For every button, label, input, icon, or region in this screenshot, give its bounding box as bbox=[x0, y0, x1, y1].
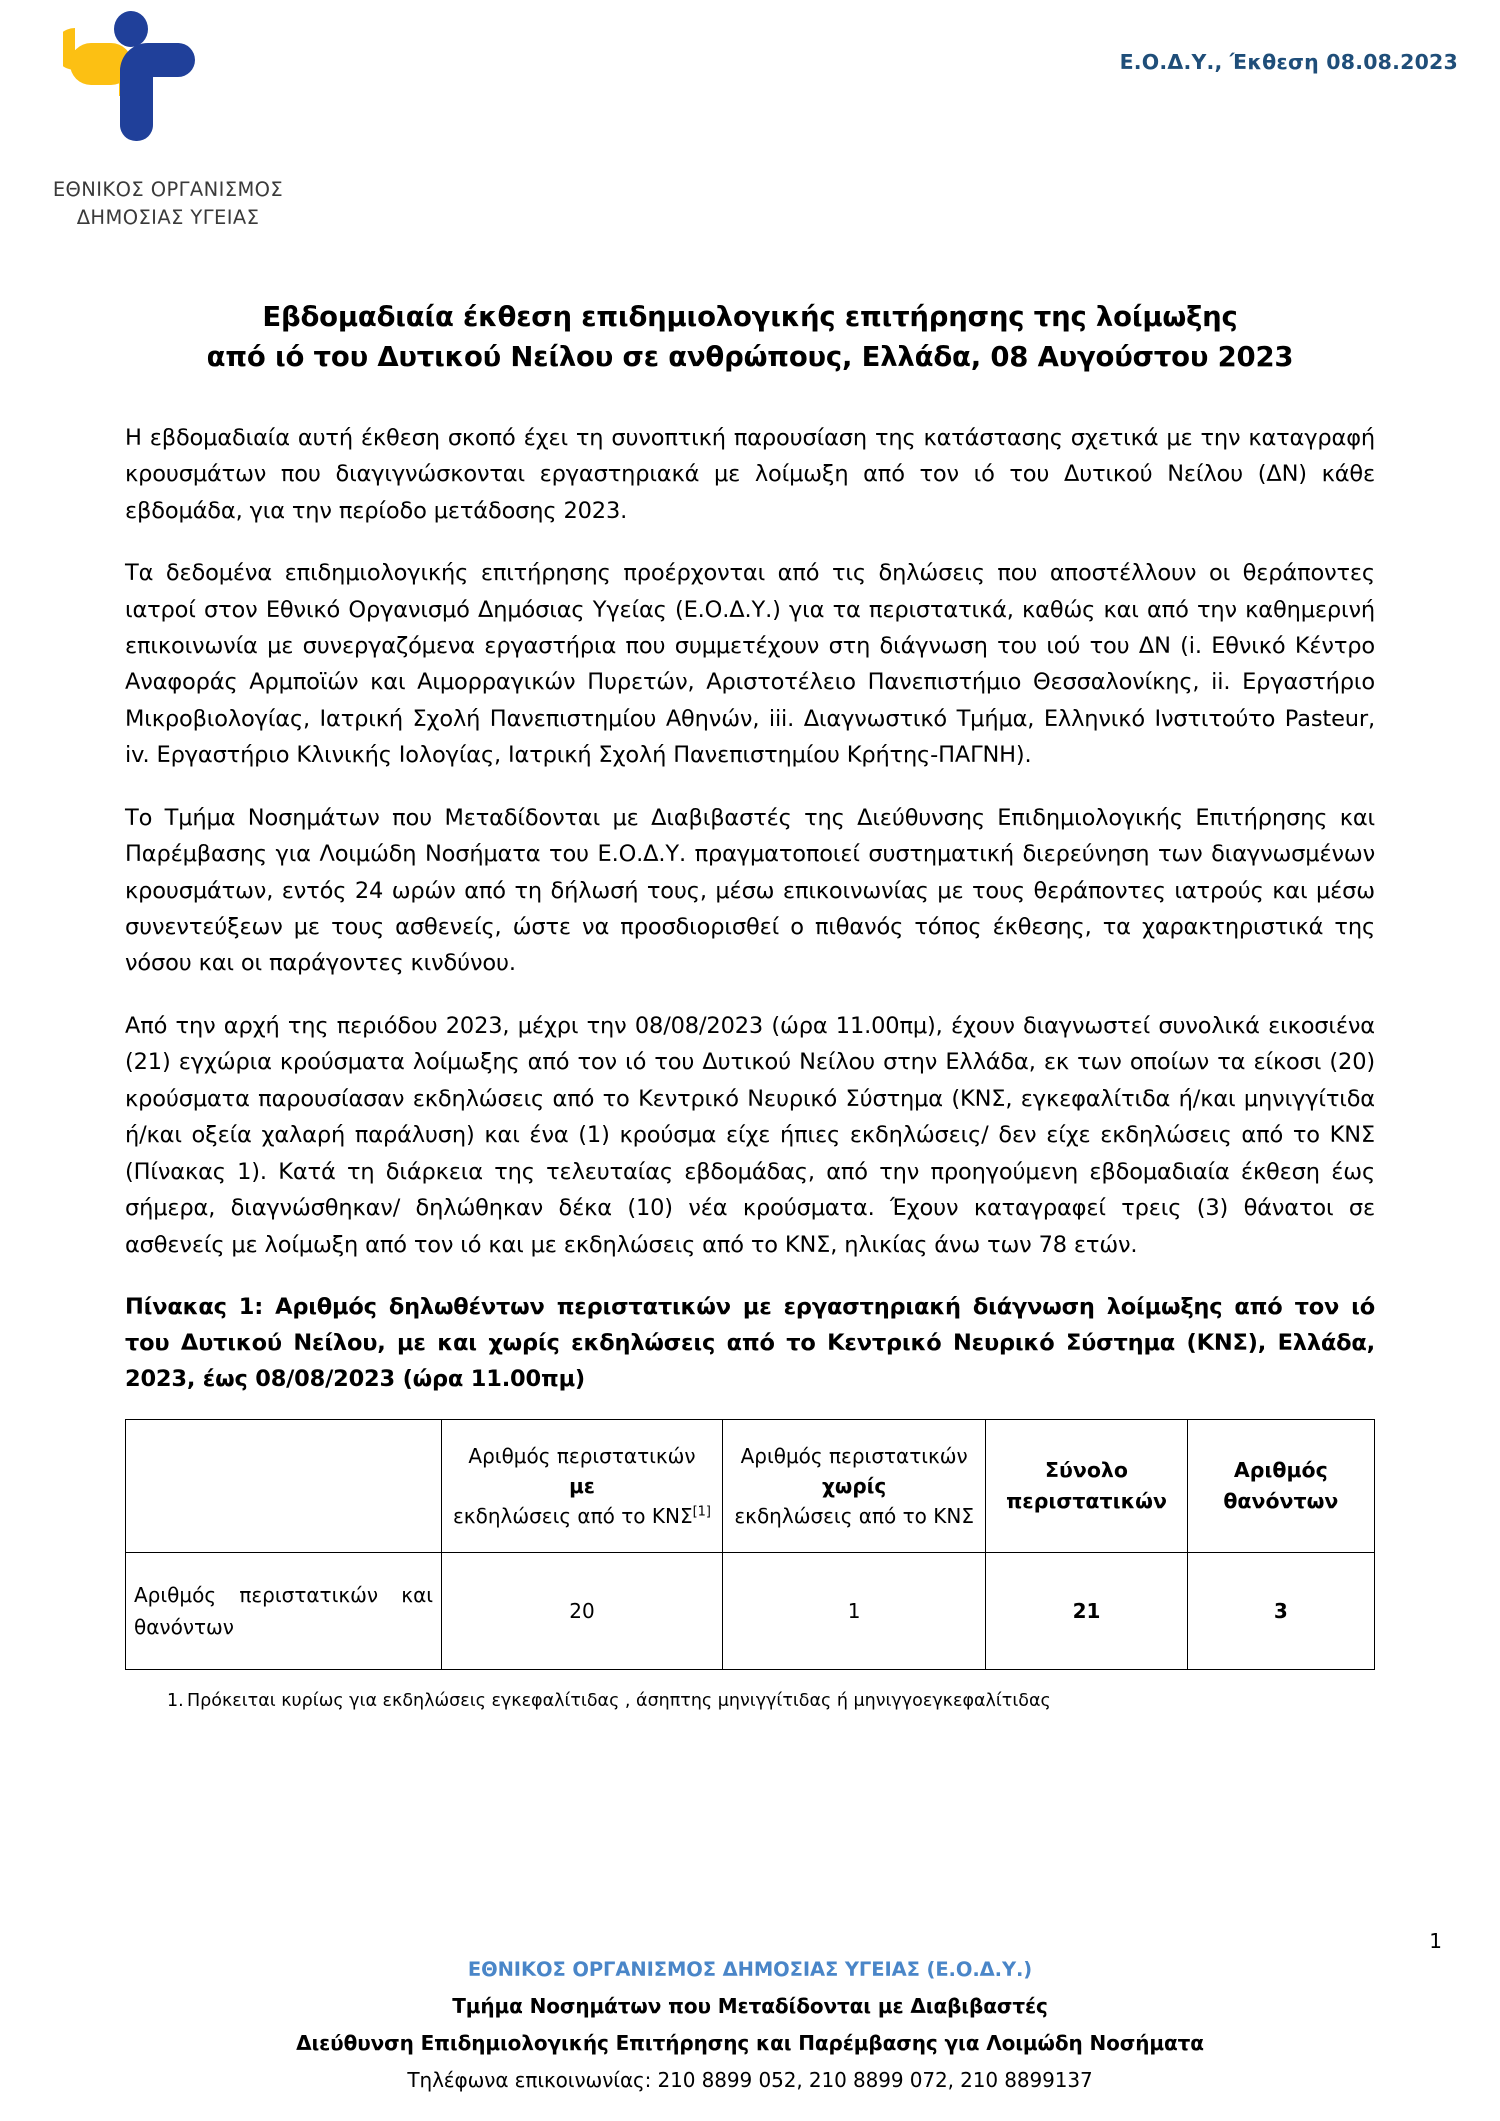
header-without-cns-line3: εκδηλώσεις από το ΚΝΣ bbox=[734, 1503, 974, 1528]
table-corner-cell bbox=[126, 1419, 442, 1552]
page-title-line1: Εβδομαδιαία έκθεση επιδημιολογικής επιτήρησης της λοίμωξης bbox=[262, 301, 1238, 333]
header-with-cns-line3-text: εκδηλώσεις από το ΚΝΣ bbox=[452, 1503, 693, 1528]
page-title bbox=[185, 260, 1315, 378]
header-with-cns-line2: με bbox=[569, 1473, 595, 1498]
report-reference: Ε.Ο.Δ.Υ., Έκθεση 08.08.2023 bbox=[1119, 50, 1458, 74]
header-with-cns-line1: Αριθμός περιστατικών bbox=[468, 1443, 696, 1468]
cell-total-value: 21 bbox=[986, 1552, 1187, 1669]
table-footnote bbox=[125, 1688, 1375, 1714]
table-caption: Πίνακας 1: Αριθμός δηλωθέντων περιστατικών με εργαστηριακή διάγνωση λοίμωξης από τον ιό του Δυτικού Νείλου, με και χωρίς εκδηλώσεις από το Κεντρικό Νευρικό Σύστημα (ΚΝΣ), Ελλάδα, 2023, έως 08/08/2023 (ώρα 11.00πμ) bbox=[125, 1293, 1375, 1392]
organization-name-line1: ΕΘΝΙΚΟΣ ΟΡΓΑΝΙΣΜΟΣ bbox=[52, 178, 284, 201]
table-header-total bbox=[986, 1419, 1187, 1552]
table-header-row bbox=[126, 1419, 1375, 1552]
header-deaths-line1: Αριθμός bbox=[1233, 1458, 1328, 1483]
cell-without-cns-value: 1 bbox=[722, 1552, 985, 1669]
organization-name bbox=[18, 176, 318, 231]
header-footnote-marker: [1] bbox=[692, 1504, 712, 1520]
table-row bbox=[126, 1552, 1375, 1669]
organization-logo-block bbox=[18, 10, 318, 231]
paragraph-intro: Η εβδομαδιαία αυτή έκθεση σκοπό έχει τη συνοπτική παρουσίαση της κατάστασης σχετικά με την καταγραφή κρουσμάτων που διαγιγνώσκονται εργαστηριακά με λοίμωξη από τον ιό του Δυτικού Νείλου (ΔΝ) κάθε εβδομάδα, για την περίοδο μετάδοσης 2023. bbox=[125, 424, 1375, 524]
footer-phones: Τηλέφωνα επικοινωνίας: 210 8899 052, 210 8899 072, 210 8899137 bbox=[407, 2068, 1093, 2092]
header-without-cns-line2: χωρίς bbox=[822, 1473, 887, 1498]
header-total-line2: περιστατικών bbox=[1006, 1488, 1167, 1513]
eody-logo-icon bbox=[63, 10, 273, 170]
footnote-number: 1. bbox=[167, 1690, 184, 1711]
paragraph-data-sources: Τα δεδομένα επιδημιολογικής επιτήρησης προέρχονται από τις δηλώσεις που αποστέλλουν οι θεράποντες ιατροί στον Εθνικό Οργανισμό Δημόσιας Υγείας (Ε.Ο.Δ.Υ.) για τα περιστατικά, καθώς και από την καθημερινή επικοινωνία με συνεργαζόμενα εργαστήρια που συμμετέχουν στη διάγνωση του ιού του ΔΝ (i. Εθνικό Κέντρο Αναφοράς Αρμποϊών και Αιμορραγικών Πυρετών, Αριστοτέλειο Πανεπιστήμιο Θεσσαλονίκης, ii. Εργαστήριο Μικροβιολογίας, Ιατρική Σχολή Πανεπιστημίου Αθηνών, iii. Διαγνωστικό Τμήμα, Ελληνικό Ινστιτούτο Pasteur, iv. Εργαστήριο Κλινικής Ιολογίας, Ιατρική Σχολή Πανεπιστημίου Κρήτης-ΠΑΓΝΗ). bbox=[125, 560, 1375, 769]
page-number: 1 bbox=[1429, 1929, 1442, 1953]
footer-organization: ΕΘΝΙΚΟΣ ΟΡΓΑΝΙΣΜΟΣ ΔΗΜΟΣΙΑΣ ΥΓΕΙΑΣ (Ε.Ο.Δ.Υ.) bbox=[467, 1957, 1033, 1981]
table-header-with-cns bbox=[442, 1419, 723, 1552]
footnote-text: Πρόκειται κυρίως για εκδηλώσεις εγκεφαλίτιδας , άσηπτης μηνιγγίτιδας ή μηνιγγοεγκεφαλίτιδας bbox=[187, 1690, 1051, 1711]
row-label-cases-and-deaths: Αριθμός περιστατικών και θανόντων bbox=[126, 1552, 442, 1669]
document-body bbox=[125, 378, 1375, 1263]
footer-department: Τμήμα Νοσημάτων που Μεταδίδονται με Διαβιβαστές bbox=[452, 1994, 1048, 2018]
document-header bbox=[0, 0, 1500, 260]
header-total-line1: Σύνολο bbox=[1045, 1458, 1128, 1483]
paragraph-investigation: Το Τμήμα Νοσημάτων που Μεταδίδονται με Διαβιβαστές της Διεύθυνσης Επιδημιολογικής Επιτήρησης και Παρέμβασης για Λοιμώδη Νοσήματα του Ε.Ο.Δ.Υ. πραγματοποιεί συστηματική διερεύνηση των διαγνωσμένων κρουσμάτων, εντός 24 ωρών από τη δήλωσή τους, μέσω επικοινωνίας με τους θεράποντες ιατρούς και μέσω συνεντεύξεων με τους ασθενείς, ώστε να προσδιορισθεί ο πιθανός τόπος έκθεσης, τα χαρακτηριστικά της νόσου και οι παράγοντες κινδύνου. bbox=[125, 804, 1375, 977]
table-header-without-cns bbox=[722, 1419, 985, 1552]
cell-deaths-value: 3 bbox=[1187, 1552, 1374, 1669]
cell-with-cns-value: 20 bbox=[442, 1552, 723, 1669]
document-footer bbox=[0, 1951, 1500, 2099]
header-with-cns-line3 bbox=[450, 1501, 714, 1531]
header-without-cns-line1: Αριθμός περιστατικών bbox=[740, 1443, 968, 1468]
paragraph-statistics: Από την αρχή της περιόδου 2023, μέχρι την 08/08/2023 (ώρα 11.00πμ), έχουν διαγνωστεί συνολικά εικοσιένα (21) εγχώρια κρούσματα λοίμωξης από τον ιό του Δυτικού Νείλου στην Ελλάδα, εκ των οποίων τα είκοσι (20) κρούσματα παρουσίασαν εκδηλώσεις από το Κεντρικό Νευρικό Σύστημα (ΚΝΣ, εγκεφαλίτιδα ή/και μηνιγγίτιδα ή/και οξεία χαλαρή παράλυση) και ένα (1) κρούσμα είχε ήπιες εκδηλώσεις/ δεν είχε εκδηλώσεις από το ΚΝΣ (Πίνακας 1). Κατά τη διάρκεια της τελευταίας εβδομάδας, από την προηγούμενη εβδομαδιαία έκθεση έως σήμερα, διαγνώσθηκαν/ δηλώθηκαν δέκα (10) νέα κρούσματα. Έχουν καταγραφεί τρεις (3) θάνατοι σε ασθενείς με λοίμωξη από τον ιό και με εκδηλώσεις από το ΚΝΣ, ηλικίας άνω των 78 ετών. bbox=[125, 1012, 1375, 1258]
header-deaths-line2: θανόντων bbox=[1223, 1488, 1339, 1513]
table-header-deaths bbox=[1187, 1419, 1374, 1552]
page-title-line2: από ιό του Δυτικού Νείλου σε ανθρώπους, Ελλάδα, 08 Αυγούστου 2023 bbox=[206, 340, 1294, 373]
cases-table bbox=[125, 1419, 1375, 1670]
organization-name-line2: ΔΗΜΟΣΙΑΣ ΥΓΕΙΑΣ bbox=[76, 205, 260, 229]
footer-directorate: Διεύθυνση Επιδημιολογικής Επιτήρησης και Παρέμβασης για Λοιμώδη Νοσήματα bbox=[296, 2031, 1204, 2055]
